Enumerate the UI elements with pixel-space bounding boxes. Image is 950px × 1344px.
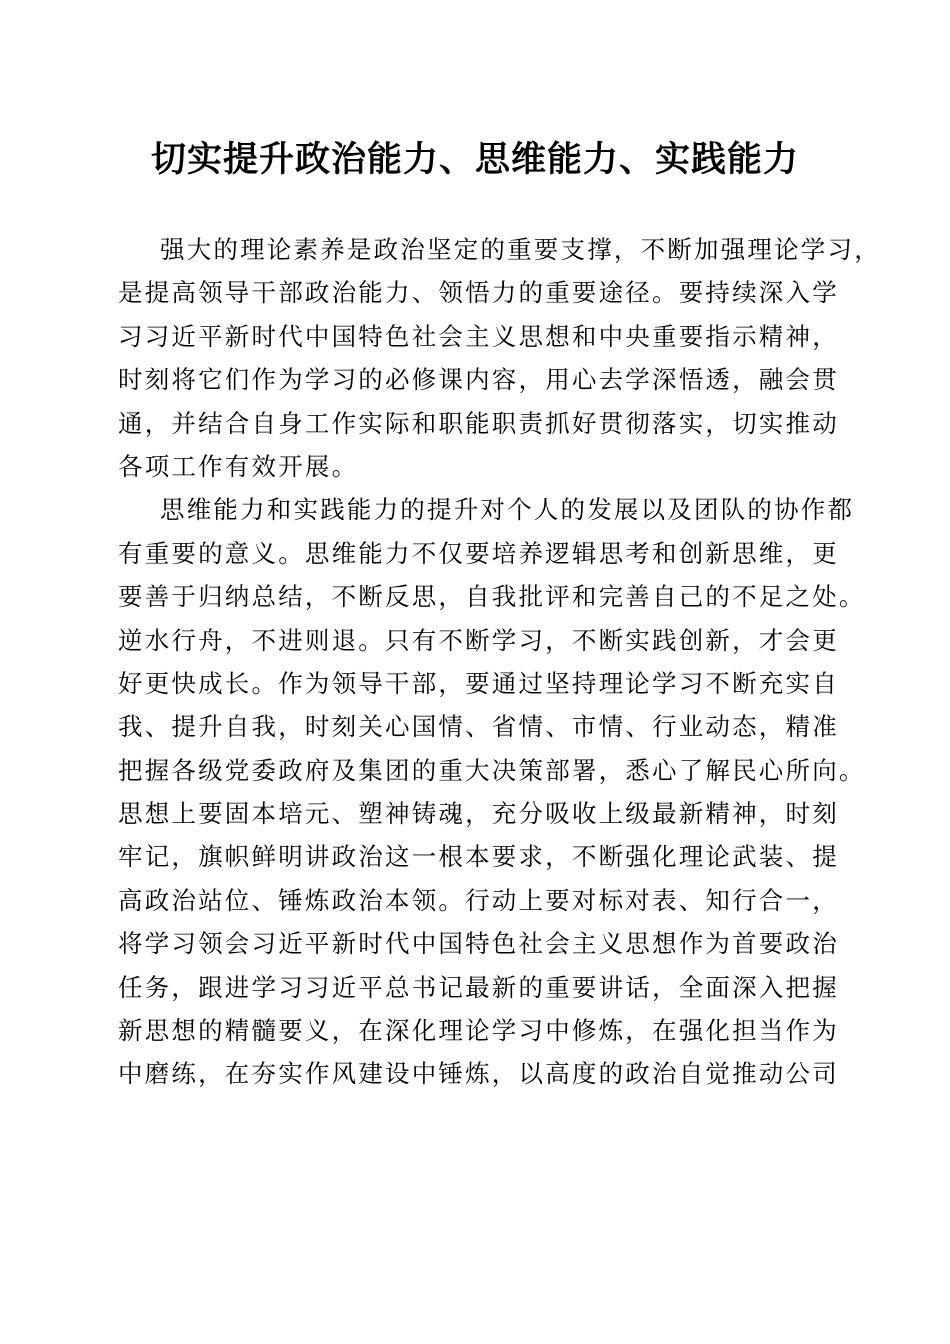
paragraph-1 [118,228,881,488]
paragraph-line: 思维能力和实践能力的提升对个人的发展以及团队的协作都 [160,495,855,525]
paragraph-line: 通，并结合自身工作实际和职能职责抓好贯彻落实，切实推动 [118,408,839,438]
paragraph-line: 强大的理论素养是政治坚定的重要支撑，不断加强理论学习， [160,235,881,264]
paragraph-line: 任务，跟进学习习近平总书记最新的重要讲话，全面深入把握 [118,972,839,1002]
paragraph-line: 要善于归纳总结，不断反思，自我批评和完善自己的不足之处。 [118,582,866,612]
document-title: 切实提升政治能力、思维能力、实践能力 [150,139,799,180]
paragraph-line: 有重要的意义。思维能力不仅要培养逻辑思考和创新思维，更 [118,538,839,568]
paragraph-line: 各项工作有效开展。 [118,451,359,481]
paragraph-line: 将学习领会习近平新时代中国特色社会主义思想作为首要政治 [118,929,839,959]
paragraph-line: 好更快成长。作为领导干部，要通过坚持理论学习不断充实自 [118,668,839,698]
document-body [118,228,881,1096]
paragraph-line: 我、提升自我，时刻关心国情、省情、市情、行业动态，精准 [118,712,839,742]
paragraph-line: 逆水行舟，不进则退。只有不断学习，不断实践创新，才会更 [118,625,839,655]
paragraph-line: 是提高领导干部政治能力、领悟力的重要途径。要持续深入学 [118,278,839,308]
paragraph-line: 新思想的精髓要义，在深化理论学习中修炼，在强化担当作为 [118,1016,839,1046]
paragraph-line: 把握各级党委政府及集团的重大决策部署，悉心了解民心所向。 [118,755,866,785]
paragraph-line: 思想上要固本培元、塑神铸魂，充分吸收上级最新精神，时刻 [118,799,839,829]
paragraph-line: 习习近平新时代中国特色社会主义思想和中央重要指示精神， [118,321,839,351]
paragraph-line: 高政治站位、锤炼政治本领。行动上要对标对表、知行合一， [118,885,839,915]
paragraph-2 [118,488,866,1095]
paragraph-line: 中磨练，在夯实作风建设中锤炼，以高度的政治自觉推动公司 [118,1059,839,1089]
paragraph-line: 时刻将它们作为学习的必修课内容，用心去学深悟透，融会贯 [118,365,839,395]
paragraph-line: 牢记，旗帜鲜明讲政治这一根本要求，不断强化理论武装、提 [118,842,839,872]
